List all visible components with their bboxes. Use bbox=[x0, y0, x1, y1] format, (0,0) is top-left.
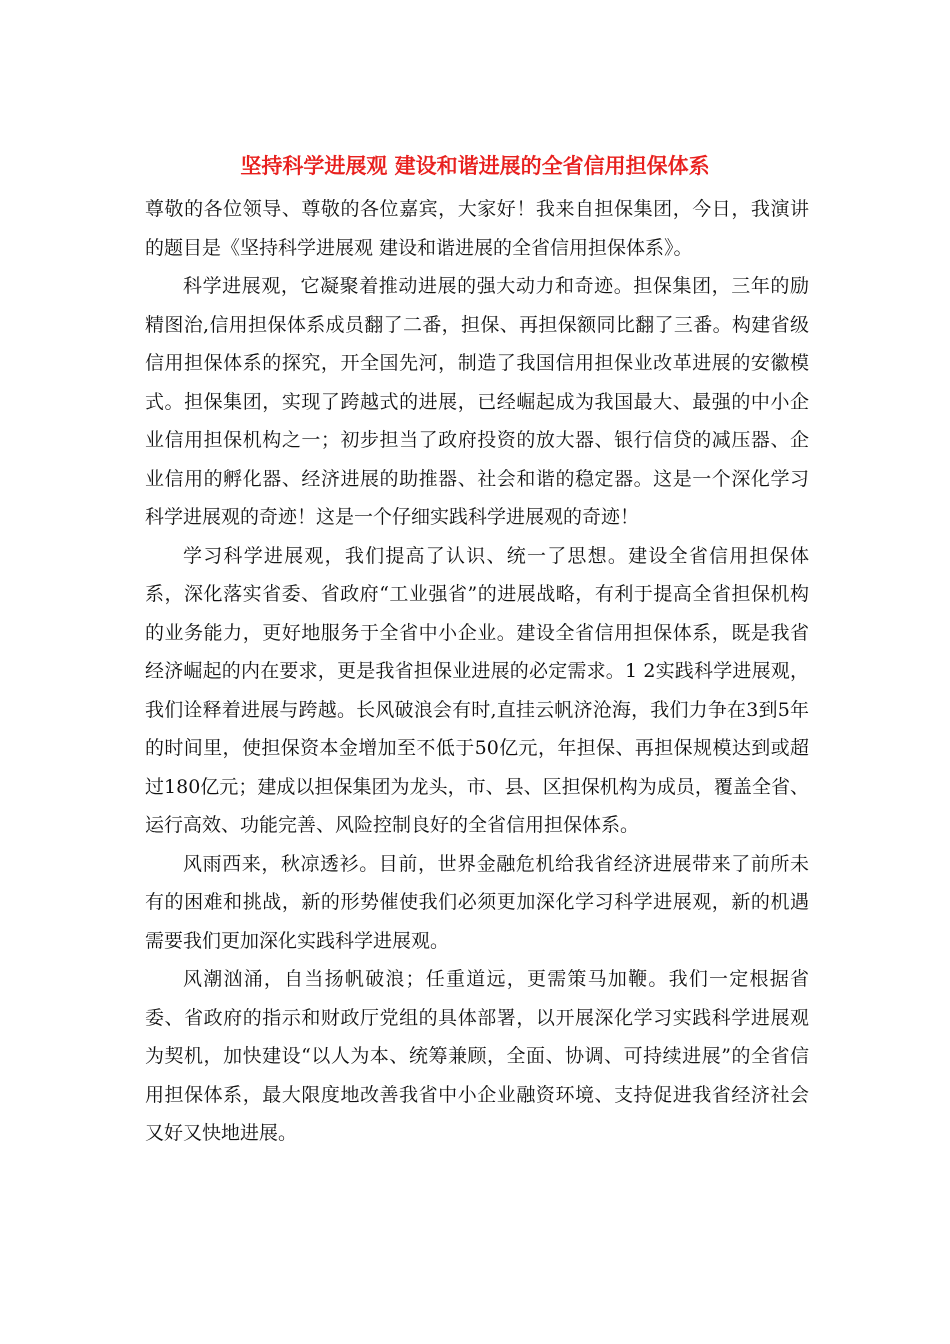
paragraph-conclusion: 风潮汹涌，自当扬帆破浪；任重道远，更需策马加鞭。我们一定根据省委、省政府的指示和财政厅党组的具体部署，以开展深化学习实践科学进展观为契机，加快建设“以人为本、统筹兼顾，全面、协调、可持续进展”的全省信用担保体系，最大限度地改善我省中小企业融资环境、支持促进我省经济社会又好又快地进展。 bbox=[145, 968, 809, 1144]
document-title: 坚持科学进展观 建设和谐进展的全省信用担保体系 bbox=[240, 154, 710, 178]
document-body bbox=[145, 190, 809, 1153]
paragraph-achievements: 科学进展观，它凝聚着推动进展的强大动力和奇迹。担保集团，三年的励精图治,信用担保体系成员翻了二番，担保、再担保额同比翻了三番。构建省级信用担保体系的探究，开全国先河，制造了我国信用担保业改革进展的安徽模式。担保集团，实现了跨越式的进展，已经崛起成为我国最大、最强的中小企业信用担保机构之一；初步担当了政府投资的放大器、银行信贷的减压器、企业信用的孵化器、经济进展的助推器、社会和谐的稳定器。这是一个深化学习科学进展观的奇迹！这是一个仔细实践科学进展观的奇迹！ bbox=[145, 275, 809, 528]
paragraph-greeting: 尊敬的各位领导、尊敬的各位嘉宾，大家好！我来自担保集团，今日，我演讲的题目是《坚持科学进展观 建设和谐进展的全省信用担保体系》。 bbox=[145, 198, 809, 259]
paragraph-challenges: 风雨西来，秋凉透衫。目前，世界金融危机给我省经济进展带来了前所未有的困难和挑战，新的形势催使我们必须更加深化学习科学进展观，新的机遇需要我们更加深化实践科学进展观。 bbox=[145, 852, 809, 952]
paragraph-goals: 学习科学进展观，我们提高了认识、统一了思想。建设全省信用担保体系，深化落实省委、省政府“工业强省”的进展战略，有利于提高全省担保机构的业务能力，更好地服务于全省中小企业。建设全省信用担保体系，既是我省经济崛起的内在要求，更是我省担保业进展的必定需求。1 2实践科学进展观，我们诠释着进展与跨越。长风破浪会有时,直挂云帆济沧海，我们力争在3到5年的时间里，使担保资本金增加至不低于50亿元，年担保、再担保规模达到或超过180亿元；建成以担保集团为龙头，市、县、区担保机构为成员，覆盖全省、运行高效、功能完善、风险控制良好的全省信用担保体系。 bbox=[145, 544, 809, 836]
